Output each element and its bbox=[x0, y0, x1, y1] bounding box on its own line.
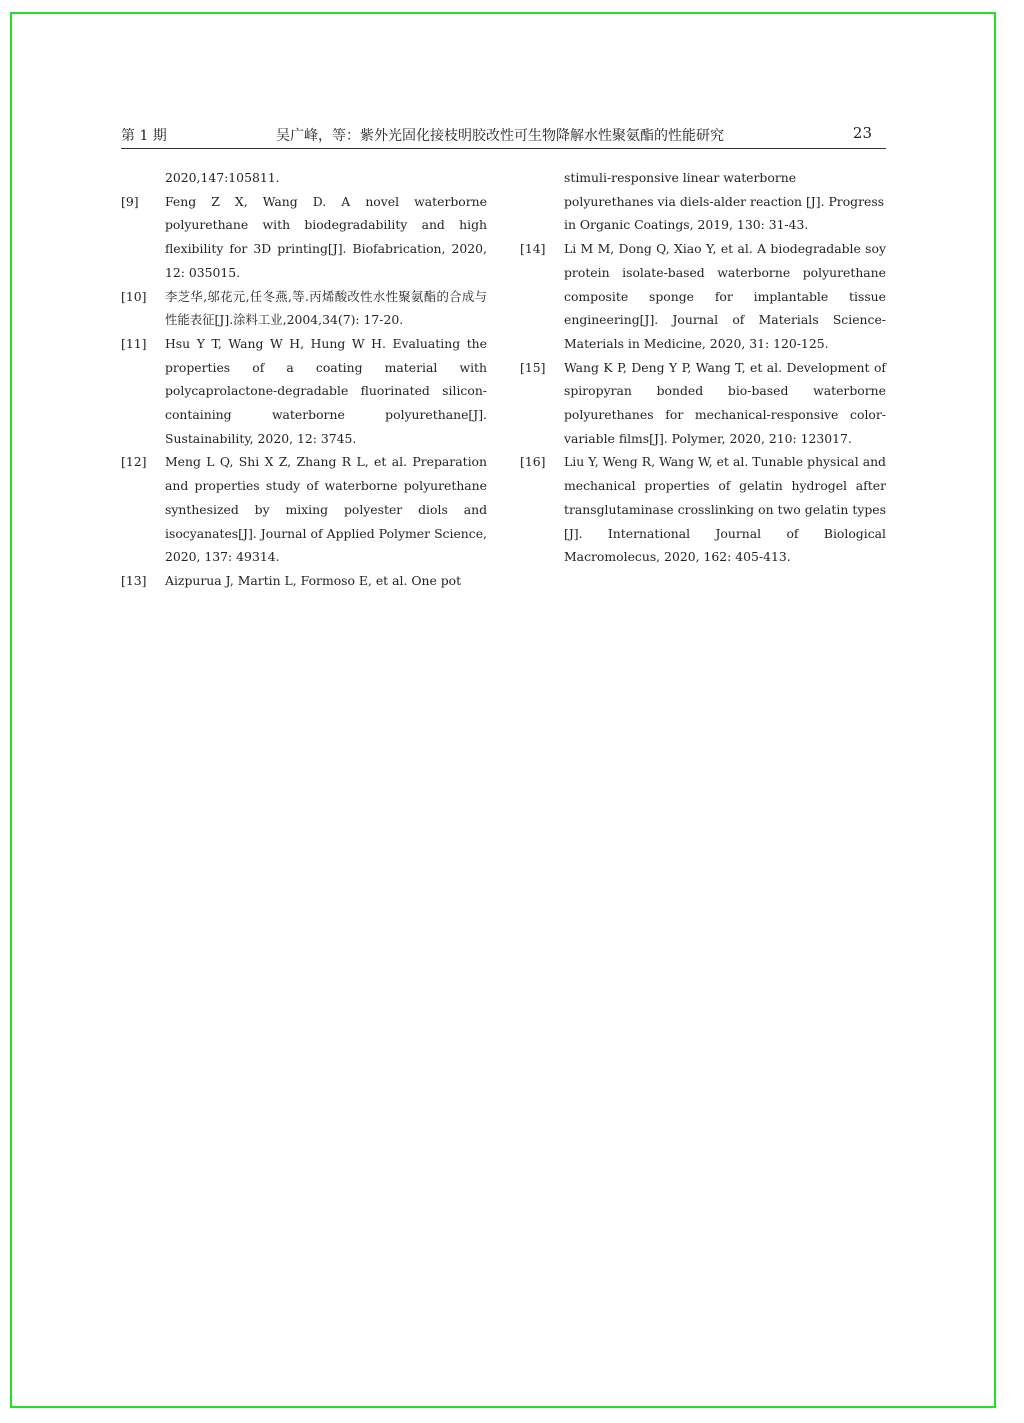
reference-text: 李芝华,邬花元,任冬燕,等.丙烯酸改性水性聚氨酯的合成与性能表征[J].涂料工业,2004,34(7): 17-20. bbox=[165, 288, 487, 328]
reference-item bbox=[121, 569, 487, 593]
reference-text: Hsu Y T, Wang W H, Hung W H. Evaluating the properties of a coating material with polycaprolactone-degradable fluorinated silicon-containing waterborne polyurethane[J]. Sustainability, 2020, 12: 3745. bbox=[165, 335, 487, 446]
reference-number: [13] bbox=[121, 572, 147, 588]
reference-text: Meng L Q, Shi X Z, Zhang R L, et al. Preparation and properties study of waterborne polyurethane synthesized by mixing polyester diols and isocyanates[J]. Journal of Applied Polymer Science, 2020, 137: 49314. bbox=[165, 454, 487, 565]
reference-item bbox=[520, 356, 886, 451]
reference-item bbox=[121, 190, 487, 285]
reference-text: Feng Z X, Wang D. A novel waterborne polyurethane with biodegradability and high flexibility for 3D printing[J]. Biofabrication, 2020, 12: 035015. bbox=[165, 193, 487, 280]
reference-number: [9] bbox=[121, 193, 139, 209]
reference-continuation: stimuli-responsive linear waterborne polyurethanes via diels-alder reaction [J]. Progress in Organic Coatings, 2019, 130: 31-43. bbox=[564, 170, 885, 233]
reference-number: [10] bbox=[121, 288, 147, 304]
running-title: 吴广峰，等：紫外光固化接枝明胶改性可生物降解水性聚氨酯的性能研究 bbox=[276, 128, 724, 144]
left-column bbox=[121, 166, 487, 593]
reference-number: [16] bbox=[520, 454, 546, 470]
reference-text: Liu Y, Weng R, Wang W, et al. Tunable physical and mechanical properties of gelatin hydrogel after transglutaminase crosslinking on two gelatin types [J]. International Journal of Biological Macromolecus, 2020, 162: 405-413. bbox=[564, 454, 886, 565]
reference-number: [15] bbox=[520, 359, 546, 375]
reference-item bbox=[520, 237, 886, 356]
header-rule bbox=[121, 148, 886, 149]
reference-number: [11] bbox=[121, 335, 147, 351]
page-number: 23 bbox=[852, 124, 872, 142]
reference-item bbox=[520, 450, 886, 569]
reference-continuation: 2020,147:105811. bbox=[165, 170, 280, 185]
running-header bbox=[121, 121, 886, 145]
reference-number: [14] bbox=[520, 241, 546, 257]
reference-text: Li M M, Dong Q, Xiao Y, et al. A biodegradable soy protein isolate-based waterborne polyurethane composite sponge for implantable tissue engineering[J]. Journal of Materials Science-Materials in Medicine, 2020, 31: 120-125. bbox=[564, 241, 886, 351]
reference-number: [12] bbox=[121, 454, 147, 470]
issue-number: 第 1 期 bbox=[121, 128, 167, 144]
reference-item bbox=[121, 450, 487, 569]
reference-item bbox=[121, 285, 487, 332]
reference-text: Wang K P, Deng Y P, Wang T, et al. Development of spiropyran bonded bio-based waterborne polyurethanes for mechanical-responsive color-variable films[J]. Polymer, 2020, 210: 123017. bbox=[564, 359, 886, 446]
reference-text: Aizpurua J, Martin L, Formoso E, et al. One pot bbox=[165, 572, 462, 588]
right-column bbox=[520, 166, 886, 569]
reference-item bbox=[121, 332, 487, 451]
